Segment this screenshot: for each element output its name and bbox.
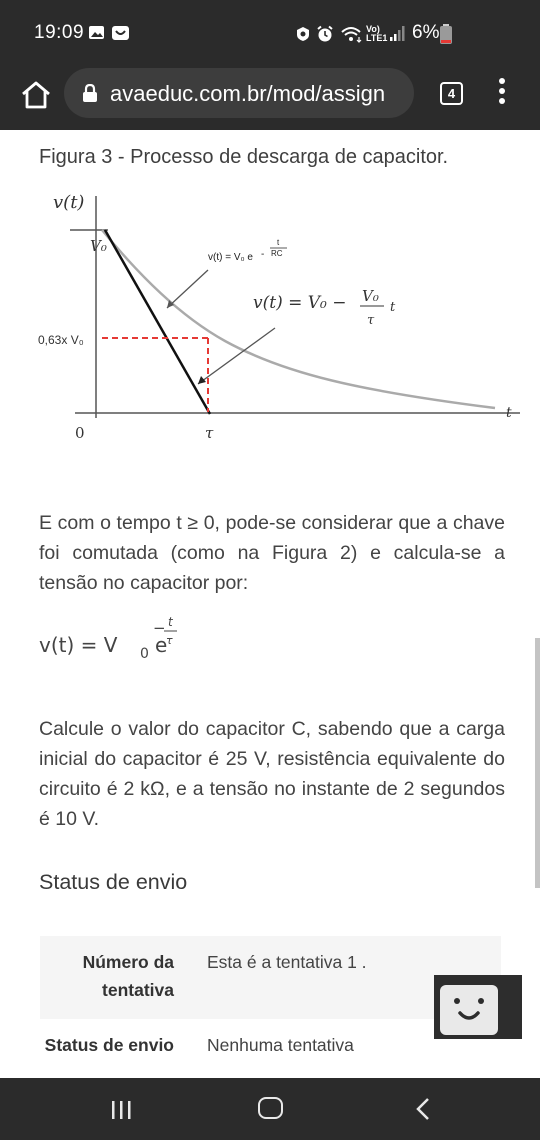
svg-text:V₀: V₀ xyxy=(362,287,379,305)
v0-label: V₀ xyxy=(90,237,107,255)
tau-label: τ xyxy=(205,424,214,442)
svg-text:-: - xyxy=(261,249,265,260)
menu-icon[interactable] xyxy=(496,78,508,110)
tabs-icon[interactable]: 4 xyxy=(440,82,463,105)
paragraph-question: Calcule o valor do capacitor C, sabendo que a carga inicial do capacitor é 25 V, resistência equivalente do circuito é 2 kΩ, e a tensão no instante de 2 segundos é 10 V. xyxy=(39,718,505,830)
discharge-formula xyxy=(39,600,239,670)
nav-home-icon[interactable] xyxy=(258,1097,283,1119)
signal-icon xyxy=(389,25,407,42)
svg-text:t: t xyxy=(277,238,280,247)
submission-status-table xyxy=(40,936,501,1078)
chat-widget[interactable] xyxy=(434,975,522,1039)
svg-text:t: t xyxy=(168,615,173,629)
scrollbar[interactable] xyxy=(535,638,540,888)
recent-apps-icon[interactable] xyxy=(110,1099,134,1121)
vpn-icon xyxy=(295,26,311,42)
row-value: Esta é a tentativa 1 . xyxy=(207,952,367,972)
network-label: Vo) LTE1 xyxy=(366,24,388,43)
messenger-icon xyxy=(111,25,130,41)
lock-icon[interactable] xyxy=(82,84,98,103)
svg-text:τ: τ xyxy=(367,313,375,328)
svg-text:−: − xyxy=(153,619,166,637)
browser-toolbar xyxy=(0,66,540,130)
exponential-curve xyxy=(102,230,495,408)
battery-percent: 6% xyxy=(412,22,440,43)
status-bar xyxy=(0,0,540,66)
y-axis-label: v(t) xyxy=(53,192,85,213)
svg-text:t: t xyxy=(390,300,396,315)
svg-text:RC: RC xyxy=(271,249,283,258)
svg-text:τ: τ xyxy=(166,634,173,647)
clock: 19:09 xyxy=(34,22,85,43)
url-text[interactable]: avaeduc.com.br/mod/assign xyxy=(110,81,386,106)
paragraph-intro: E com o tempo t ≥ 0, pode-se considerar que a chave foi comutada (como na Figura 2) e calcula-se a tensão no capacitor por: xyxy=(39,512,505,594)
figure-caption: Figura 3 - Processo de descarga de capacitor. xyxy=(39,146,449,168)
navigation-bar xyxy=(0,1078,540,1140)
svg-text:v(t) = V: v(t) = V xyxy=(39,633,118,657)
svg-text:0: 0 xyxy=(140,646,149,662)
battery-icon xyxy=(440,24,452,44)
address-bar[interactable] xyxy=(64,68,414,118)
svg-text:e: e xyxy=(155,633,168,657)
curve-formula: v(t) = V₀ e xyxy=(208,252,253,263)
origin-label: 0 xyxy=(75,424,85,442)
capacitor-discharge-figure xyxy=(30,186,520,456)
image-icon xyxy=(88,25,105,40)
chat-icon[interactable] xyxy=(440,985,498,1035)
row-label: Status de envio xyxy=(44,1035,174,1055)
section-title: Status de envio xyxy=(39,870,188,894)
alarm-icon xyxy=(316,25,334,43)
t-axis-label: t xyxy=(506,405,512,421)
table-row xyxy=(40,936,501,1019)
wifi-icon xyxy=(340,25,364,43)
home-icon[interactable] xyxy=(20,80,52,110)
page-content xyxy=(0,130,540,1078)
table-row xyxy=(40,1019,501,1078)
row-value: Nenhuma tentativa xyxy=(207,1035,354,1055)
line-formula: v(t) = V₀ − xyxy=(253,293,347,313)
back-icon[interactable] xyxy=(414,1097,432,1121)
marker-label: 0,63x V₀ xyxy=(38,333,84,347)
row-label: Número da tentativa xyxy=(82,952,174,1000)
